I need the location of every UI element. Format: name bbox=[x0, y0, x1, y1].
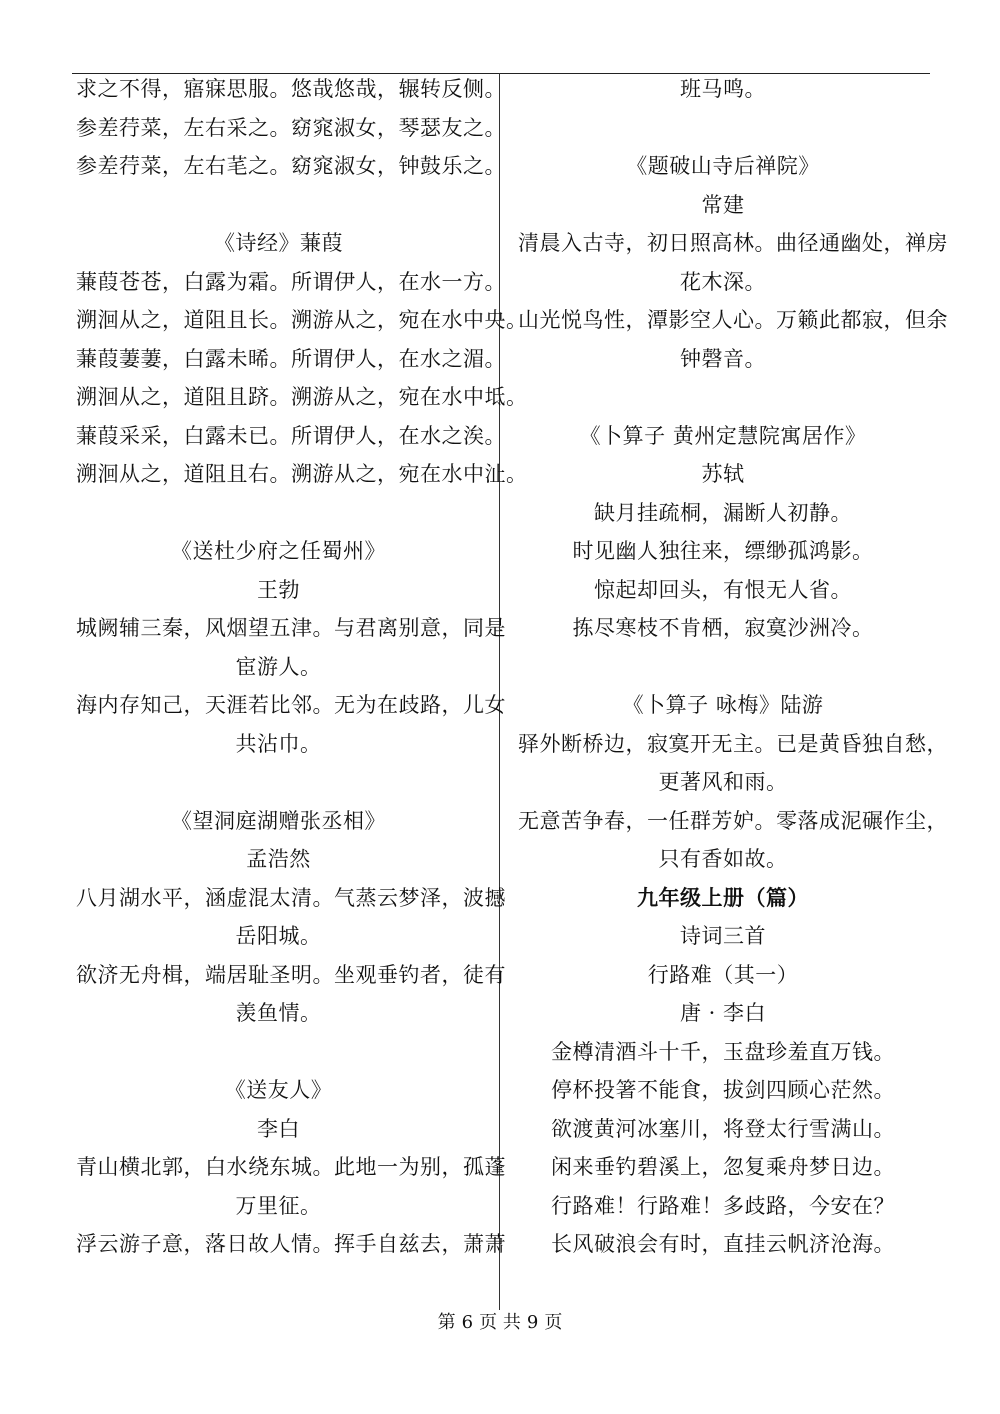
text-line: 蒹葭萋萋，白露未晞。所谓伊人，在水之湄。 bbox=[76, 346, 506, 371]
right-column bbox=[518, 70, 948, 1264]
text-line: 驿外断桥边，寂寞开无主。已是黄昏独自愁， bbox=[518, 731, 948, 756]
blank-line bbox=[518, 648, 928, 687]
footer-total-pages: 9 bbox=[526, 1312, 539, 1333]
text-line: 共沾巾。 bbox=[235, 731, 322, 756]
text-line: 溯洄从之，道阻且右。溯游从之，宛在水中沚。 bbox=[76, 462, 528, 486]
blank-line bbox=[76, 186, 481, 225]
text-line: 蒹葭采采，白露未已。所谓伊人，在水之涘。 bbox=[76, 423, 506, 448]
left-column bbox=[76, 70, 528, 1264]
text-line: 《题破山寺后禅院》 bbox=[626, 154, 820, 178]
text-line: 溯洄从之，道阻且长。溯游从之，宛在水中央。 bbox=[76, 308, 528, 332]
text-line: 溯洄从之，道阻且跻。溯游从之，宛在水中坻。 bbox=[76, 385, 528, 409]
text-line: 《卜算子 黄州定慧院寓居作》 bbox=[579, 423, 867, 448]
text-line: 海内存知己，天涯若比邻。无为在歧路，儿女 bbox=[76, 693, 506, 717]
column-divider bbox=[499, 73, 500, 1310]
text-line: 《送友人》 bbox=[224, 1078, 333, 1102]
text-line: 行路难（其一） bbox=[647, 962, 799, 987]
text-line: 山光悦鸟性，潭影空人心。万籁此都寂，但余 bbox=[518, 308, 948, 332]
text-line: 浮云游子意，落日故人情。挥手自兹去，萧萧 bbox=[76, 1232, 506, 1256]
text-line: 班马鸣。 bbox=[680, 77, 766, 101]
text-line: 万里征。 bbox=[235, 1193, 322, 1218]
text-line: 王勃 bbox=[257, 577, 300, 602]
text-line: 苏轼 bbox=[701, 462, 745, 486]
text-line: 《卜算子 咏梅》陆游 bbox=[622, 693, 824, 717]
text-line: 《送杜少府之任蜀州》 bbox=[171, 539, 386, 563]
text-line: 《望洞庭湖赠张丞相》 bbox=[171, 808, 386, 833]
text-line: 金樽清酒斗十千，玉盘珍羞直万钱。 bbox=[551, 1039, 895, 1064]
text-line: 长风破浪会有时，直挂云帆济沧海。 bbox=[551, 1232, 895, 1256]
text-line: 行路难！行路难！多歧路，今安在？ bbox=[551, 1193, 895, 1218]
text-line: 宦游人。 bbox=[235, 654, 322, 679]
text-line: 唐 · 李白 bbox=[679, 1001, 767, 1025]
text-line: 岳阳城。 bbox=[235, 924, 322, 948]
blank-line bbox=[76, 763, 481, 802]
text-line: 惊起却回头，有恨无人省。 bbox=[594, 577, 852, 602]
text-line: 求之不得，寤寐思服。悠哉悠哉，辗转反侧。 bbox=[76, 77, 506, 101]
text-line: 更著风和雨。 bbox=[658, 770, 788, 794]
footer-prefix: 第 bbox=[437, 1312, 456, 1333]
text-line: 城阙辅三秦，风烟望五津。与君离别意，同是 bbox=[76, 616, 506, 640]
page-footer bbox=[0, 1308, 1000, 1338]
section-heading: 九年级上册（篇） bbox=[637, 884, 809, 910]
text-line: 参差荇菜，左右芼之。窈窕淑女，钟鼓乐之。 bbox=[76, 154, 506, 178]
blank-line bbox=[76, 494, 481, 533]
blank-line bbox=[518, 109, 928, 148]
text-line: 缺月挂疏桐，漏断人初静。 bbox=[594, 500, 852, 525]
blank-line bbox=[76, 1033, 481, 1072]
text-line: 欲渡黄河冰塞川，将登太行雪满山。 bbox=[551, 1116, 895, 1141]
text-line: 孟浩然 bbox=[246, 847, 311, 871]
text-line: 时见幽人独往来，缥缈孤鸿影。 bbox=[572, 539, 874, 563]
text-line: 常建 bbox=[701, 192, 745, 217]
text-line: 八月湖水平，涵虚混太清。气蒸云梦泽，波撼 bbox=[76, 885, 506, 910]
text-line: 拣尽寒枝不肯栖，寂寞沙洲冷。 bbox=[572, 616, 874, 640]
text-line: 蒹葭苍苍，白露为霜。所谓伊人，在水一方。 bbox=[76, 269, 506, 294]
text-line: 闲来垂钓碧溪上，忽复乘舟梦日边。 bbox=[551, 1155, 895, 1179]
text-line: 《诗经》蒹葭 bbox=[214, 231, 343, 255]
text-line: 诗词三首 bbox=[680, 924, 766, 948]
text-line: 青山横北郭，白水绕东城。此地一为别，孤蓬 bbox=[76, 1155, 506, 1179]
text-line: 只有香如故。 bbox=[658, 847, 788, 871]
text-line: 羡鱼情。 bbox=[235, 1001, 322, 1025]
text-line: 清晨入古寺，初日照高林。曲径通幽处，禅房 bbox=[518, 231, 948, 255]
text-line: 花木深。 bbox=[680, 269, 766, 294]
footer-suffix: 页 bbox=[544, 1312, 563, 1333]
text-line: 参差荇菜，左右采之。窈窕淑女，琴瑟友之。 bbox=[76, 115, 506, 140]
text-line: 钟磬音。 bbox=[680, 346, 766, 371]
text-line: 无意苦争春，一任群芳妒。零落成泥碾作尘， bbox=[518, 808, 948, 833]
footer-middle: 页 共 bbox=[479, 1312, 521, 1333]
footer-current-page: 6 bbox=[461, 1312, 474, 1333]
text-line: 停杯投箸不能食，拔剑四顾心茫然。 bbox=[551, 1078, 895, 1102]
blank-line bbox=[518, 378, 928, 417]
text-line: 李白 bbox=[257, 1116, 300, 1141]
text-line: 欲济无舟楫，端居耻圣明。坐观垂钓者，徒有 bbox=[76, 962, 506, 987]
